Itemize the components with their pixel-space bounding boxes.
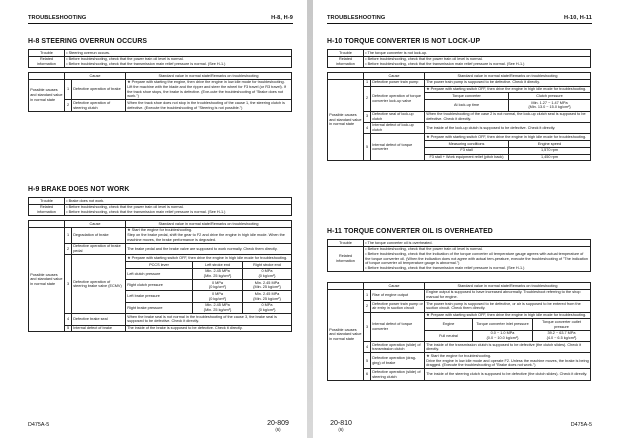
cause-text: Defective operation of torque converter lock-up valve (371, 86, 425, 111)
related-line: • Before troubleshooting, check that the transmission main relief pressure is normal. (See H-1.) (66, 209, 226, 214)
cause-text: Degradation of brake (72, 227, 126, 243)
related-line: • Before troubleshooting, check that the power train oil level is normal. (66, 57, 184, 62)
h8-info-table (28, 49, 292, 68)
pressure-value: 0 MPa {0 kg/cm²} (193, 280, 243, 291)
row-no: 1 (364, 79, 371, 86)
remark-text: The inside of the transmission clutch is supposed to be defective (the clutch slides). Check it directly. (425, 342, 591, 353)
sub-header: Clutch pressure (509, 93, 591, 100)
remark-text: The power train pump is supposed to be defective. Check it directly. (425, 79, 591, 86)
related-line: • Before troubleshooting, check that the power train oil level is normal. (365, 247, 483, 252)
row-no: 5 (364, 353, 371, 369)
remark-text: The power train pump is supposed to be defective, or air is supposed to be entered from the suction circuit. Check them directly. (425, 301, 591, 312)
related-line: • Before troubleshooting, check that the transmission main relief pressure is normal. (See H-1.) (66, 61, 226, 66)
cause-text: Defective operation of brake pedal (72, 243, 126, 254)
related-label: Related information (328, 56, 364, 67)
pressure-value: 0.0 ~ 1.0 MPa {0.0 ~ 10.0 kg/cm²} (473, 330, 533, 341)
col-cause: Cause (65, 221, 126, 228)
cause-text: Rise of engine output (371, 289, 425, 300)
h8-title: H-8 STEERING OVERRUN OCCURS (28, 38, 148, 45)
related-line: • Before troubleshooting, check that the transmission main relief pressure is normal. (See H-1.) (365, 61, 525, 66)
row-no: 5 (364, 134, 371, 161)
related-label: Related information (29, 204, 65, 215)
condition-label: At lock-up time (425, 100, 509, 111)
pressure-value: Min. 2.45 MPa {Min. 25 kg/cm²} (243, 291, 292, 302)
trouble-text: • Brake does not work. (65, 198, 292, 205)
cause-text: Defective operation of steering clutch (72, 100, 126, 111)
page-number (258, 420, 298, 432)
h11-title: H-11 TORQUE CONVERTER OIL IS OVERHEATED (327, 228, 493, 235)
pressure-value: Min. 1.27 ~ 1.47 MPa {Min. 13.0 ~ 15.0 kg/cm²} (509, 100, 591, 111)
col-standard: Standard value in normal state/Remarks on troubleshooting (126, 221, 292, 228)
row-no: 6 (364, 369, 371, 380)
trouble-label: Trouble (29, 198, 65, 205)
cause-text: Internal defect of torque converter (371, 134, 425, 161)
remark-text: The brake pedal and the brake valve are supposed to work normally. Check them directly. (126, 243, 292, 254)
h8-cause-table (28, 72, 292, 112)
cause-text: Internal defect of brake (72, 325, 126, 332)
page-number-text: 20-809 (267, 420, 289, 427)
h10-title: H-10 TORQUE CONVERTER IS NOT LOCK-UP (327, 38, 481, 45)
row-no: 2 (65, 243, 72, 254)
sub-header: Torque converter outlet pressure (533, 319, 591, 330)
header-code: H-8, H-9 (271, 15, 293, 21)
cause-text: Defective operation of brake (72, 79, 126, 100)
sub-header: Left stroke end (193, 261, 243, 268)
related-label: Related information (328, 246, 364, 271)
remark-text: When the troubleshooting of the case 2 is not normal, the lock-up clutch seal is supposed to be defective. Check it directly. (425, 111, 591, 122)
sub-header: Torque converter inlet pressure (473, 319, 533, 330)
page-number-text: 20-810 (330, 420, 352, 427)
related-line: • Before troubleshooting, check that the power train oil level is normal. (66, 205, 184, 210)
col-standard: Standard value in normal state/Remarks on troubleshooting (425, 73, 591, 80)
row-no: 2 (65, 100, 72, 111)
remark-text: ★ Prepare with starting switch OFF, then drive the engine in high idle mode for troubleshooting. (126, 255, 292, 262)
trouble-text: • Steering overrun occurs. (65, 50, 292, 57)
h9-info-table (28, 197, 292, 216)
speed-value: 1,450 rpm (509, 154, 591, 161)
cause-text: Defective operation (slide) of transmission clutch (371, 342, 425, 353)
pressure-value: 0 MPa {0 kg/cm²} (243, 268, 292, 279)
remark-text: ★ Start the engine for troubleshooting. Drive the engine in low idle mode and operate F2. Unless the machine moves, the brake is being dragged. (Execute the troubleshooting of "Brake does not work.") (426, 354, 589, 368)
h10-info-table (327, 49, 591, 68)
left-page (0, 0, 307, 438)
condition-label: Full neutral (425, 330, 473, 341)
row-no: 3 (364, 111, 371, 122)
trouble-label: Trouble (328, 240, 364, 247)
h11-cause-table (327, 282, 591, 381)
cause-text: Internal defect of lock-up clutch (371, 122, 425, 133)
cause-text: Defective brake seal (72, 314, 126, 325)
page-number (321, 420, 361, 432)
trouble-text: • The torque converter is not lock-up. (364, 50, 591, 57)
cause-text: Defective operation (drag-ging) of brake (371, 353, 425, 369)
sub-header: Engine speed (509, 141, 591, 148)
page-header (28, 15, 293, 24)
page-header (327, 15, 592, 24)
side-label: Possible causes and standard value in normal state (29, 79, 65, 111)
row-no: 3 (65, 255, 72, 314)
right-page (313, 0, 620, 438)
related-label: Related information (29, 56, 65, 67)
related-line: • Before troubleshooting, check that the indication of the torque converter oil temperature gauge agrees with actual temperature of the torque converter oil. (When the indication does not agree with actual tem-perature, execute the troubleshooting of "The indication of torque converter oil temperature gauge is abnormal.") (365, 251, 588, 266)
trouble-text: • The torque converter oil is overheated. (364, 240, 591, 247)
pressure-label: Left brake pressure (126, 291, 193, 302)
header-section: TROUBLESHOOTING (28, 15, 87, 21)
row-no: 1 (364, 289, 371, 300)
pressure-value: 0 MPa {0 kg/cm²} (193, 291, 243, 302)
side-label: Possible causes and standard value in normal state (328, 79, 364, 161)
row-no: 4 (364, 342, 371, 353)
sub-header: Torque converter (425, 93, 509, 100)
pressure-value: Min. 2.45 MPa {Min. 25 kg/cm²} (243, 280, 292, 291)
col-cause: Cause (65, 73, 126, 80)
h9-cause-table (28, 220, 292, 332)
header-section: TROUBLESHOOTING (327, 15, 386, 21)
h9-title: H-9 BRAKE DOES NOT WORK (28, 186, 130, 193)
remark-text: The inside of the lock-up clutch is supposed to be defective. Check it directly. (425, 122, 591, 133)
cause-text: Defective power train pump or air entry in suction circuit (372, 301, 423, 311)
page-revision: (6) (275, 427, 281, 432)
side-label: Possible causes and standard value in normal state (328, 289, 364, 380)
model-footer: D475A-5 (28, 422, 50, 428)
related-line: • Before troubleshooting, check that the power train oil level is normal. (365, 57, 483, 62)
pressure-label: Left clutch pressure (126, 268, 193, 279)
remark-text: ★ Start the engine for troubleshooting. Step on the brake pedal, shift the gear to F2 and drive the engine in high idle mode. When the machine moves, the brake performance is degraded. (126, 227, 292, 243)
trouble-label: Trouble (328, 50, 364, 57)
cause-text: Defective operation of steering brake valve (ECMV) (72, 255, 126, 314)
remark-text: When the brake seal is not normal in the troubleshooting of the cause 3, the brake seal is supposed to be defective. Check it directly. (126, 314, 292, 325)
condition-label: F3 stall (425, 147, 509, 154)
cause-text: Internal defect of torque converter (371, 312, 425, 342)
sub-header: Right stroke end (243, 261, 292, 268)
remark-text: ★ Prepare with starting switch OFF, then drive the engine in high idle mode for troubleshooting. (425, 312, 591, 319)
h11-info-table (327, 239, 591, 272)
row-no: 4 (65, 314, 72, 325)
remark-text: ★ Prepare with starting switch OFF, then drive the engine in high idle mode for troubleshooting. (425, 86, 591, 93)
row-no: 1 (65, 79, 72, 100)
speed-value: 1,570 rpm (509, 147, 591, 154)
related-line: • Before troubleshooting, check that the transmission main relief pressure is normal. (See H-1.) (365, 265, 525, 270)
row-no: 5 (65, 325, 72, 332)
remark-text: The inside of the steering clutch is supposed to be defective (the clutch slides). Check it directly. (425, 369, 591, 380)
header-code: H-10, H-11 (563, 15, 592, 21)
col-standard: Standard value in normal state/Remarks on troubleshooting (126, 73, 292, 80)
row-no: 2 (364, 301, 371, 312)
cause-text: Defective seal of lock-up clutch (371, 111, 425, 122)
pressure-value: Min. 2.45 MPa {Min. 25 kg/cm²} (193, 268, 243, 279)
row-no: 2 (364, 86, 371, 111)
pressure-value: 0 MPa {0 kg/cm²} (243, 302, 292, 313)
col-cause: Cause (364, 283, 425, 290)
sub-header: Measuring conditions (425, 141, 509, 148)
pressure-label: Right brake pressure (126, 302, 193, 313)
trouble-label: Trouble (29, 50, 65, 57)
row-no: 3 (364, 312, 371, 342)
h10-cause-table (327, 72, 591, 161)
sub-header: PCCS lever (126, 261, 193, 268)
page-revision: (6) (338, 427, 344, 432)
pressure-value: Min. 2.45 MPa {Min. 25 kg/cm²} (193, 302, 243, 313)
pressure-label: Right clutch pressure (126, 280, 193, 291)
remark-text: ★ Prepare with starting the engine, then drive the engine in low idle mode for troubleshooting. Lift the machine with the blade and the ripper and steer the wheel for F3 travel (or R3 travel). If the track shoe stops, the brake is defective. (Exe-cute the troubleshooting of "Brake does not work.") (126, 79, 292, 100)
model-footer: D475A-5 (570, 422, 592, 428)
remark-text: When the track shoe does not stop in the troubleshooting of the cause 1, the steering clutch is defective. (Execute the troubleshooting of "Steering is not possible.") (126, 100, 292, 111)
cause-text: Defective operation (slide) of steering clutch (371, 369, 425, 380)
cause-text: Defective power train pump (371, 79, 425, 86)
remark-text: Engine output is supposed to have increased abnormally. Troubleshoot referring to the shop manual for engine. (425, 289, 591, 300)
remark-text: ★ Prepare with starting switch OFF, then drive the engine in high idle mode for troubleshooting. (425, 134, 591, 141)
sub-header: Engine (425, 319, 473, 330)
remark-text: The inside of the brake is supposed to be defective. Check it directly. (126, 325, 292, 332)
row-no: 1 (65, 227, 72, 243)
row-no: 4 (364, 122, 371, 133)
side-label: Possible causes and standard value in normal state (29, 227, 65, 332)
pressure-value: 39.2 ~ 63.7 MPa {4.0 ~ 6.5 kg/cm²} (533, 330, 591, 341)
col-standard: Standard value in normal state/Remarks on troubleshooting (425, 283, 591, 290)
condition-label: F3 stall + Work equipment relief (pitch back) (425, 154, 509, 161)
col-cause: Cause (364, 73, 425, 80)
